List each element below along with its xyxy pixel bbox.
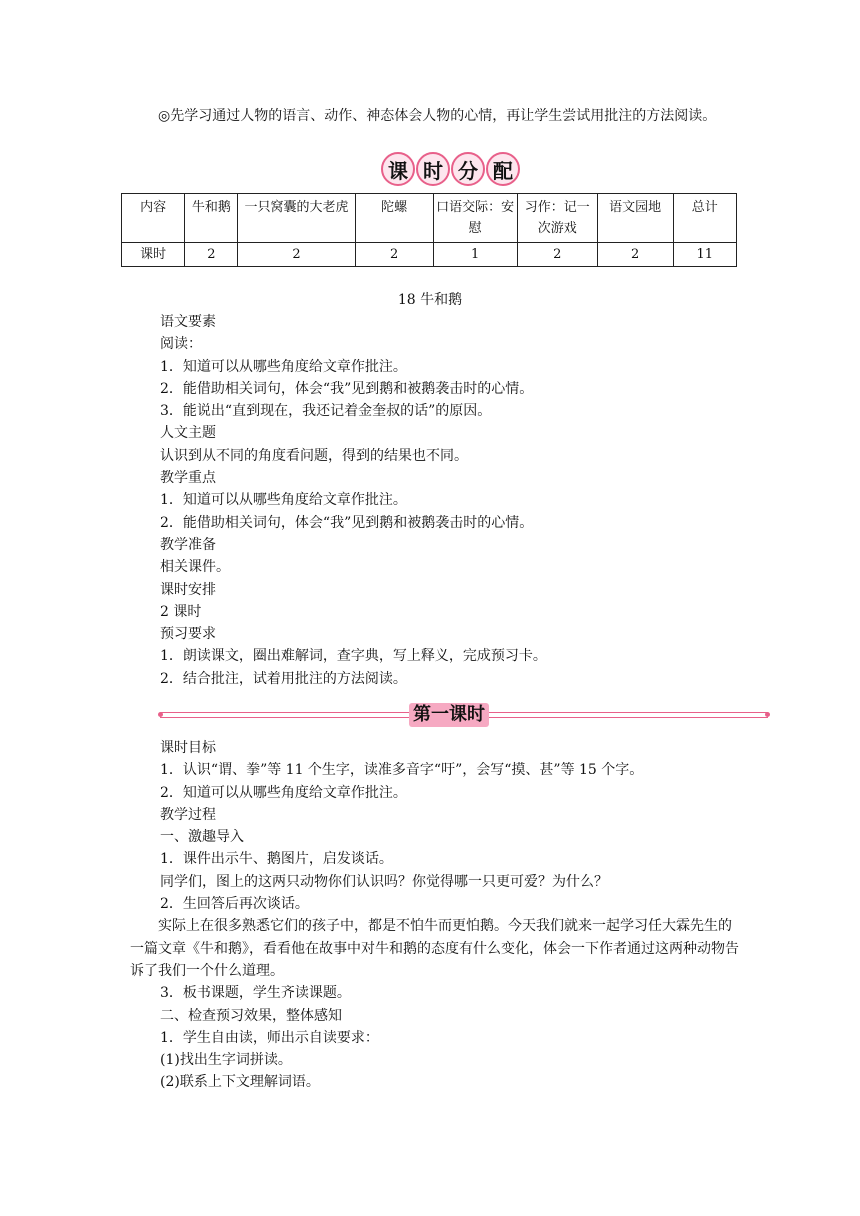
lesson-line: 二、检查预习效果，整体感知 [160,1007,342,1024]
plan-line: 2 课时 [160,603,202,620]
lesson-title: 18 牛和鹅 [397,292,463,308]
lesson-line: 一、激趣导入 [160,829,244,846]
section-title: 第一课时 [409,703,489,727]
table-cell: 陀螺 [355,194,433,243]
table-cell: 口语交际：安慰 [433,194,517,243]
table-cell: 2 [238,243,355,267]
plan-line: 1．朗读课文，圈出难解词，查字典，写上释义，完成预习卡。 [160,648,547,665]
table-cell: 习作：记一次游戏 [517,194,597,243]
plan-line: 2．能借助相关词句，体会“我”见到鹅和被鹅袭击时的心情。 [160,514,534,531]
lesson-line: 1．课件出示牛、鹅图片，启发谈话。 [160,851,393,868]
intro-story-paragraph: 实际上在很多熟悉它们的孩子中，都是不怕牛而更怕鹅。今天我们就来一起学习任大霖先生的一篇文章《牛和鹅》，看看他在故事中对牛和鹅的态度有什么变化，体会一下作者通过这两种动物告诉了我们一个什么道理。 [130,918,739,979]
lesson-line: 2．生回答后再次谈话。 [160,896,309,913]
table-cell: 内容 [122,194,185,243]
plan-line: 人文主题 [160,425,216,442]
table-cell: 语文园地 [597,194,673,243]
table-cell: 课时 [122,243,185,267]
lesson-line: 1．学生自由读，师出示自读要求： [160,1029,379,1046]
plan-line: 2．能借助相关词句，体会“我”见到鹅和被鹅袭击时的心情。 [160,380,534,397]
plan-line: 阅读： [160,336,202,353]
lesson-line: 2．知道可以从哪些角度给文章作批注。 [160,784,407,801]
banner-char: 配 [486,152,520,186]
intro-paragraph: ◎先学习通过人物的语言、动作、神态体会人物的心情，再让学生尝试用批注的方法阅读。 [158,108,717,124]
plan-line: 认识到从不同的角度看问题，得到的结果也不同。 [160,447,468,464]
plan-line: 3．能说出“直到现在，我还记着金奎叔的话”的原因。 [160,403,492,420]
divider-dot-right [765,712,770,717]
lesson-line: 3．板书课题，学生齐读课题。 [160,985,351,1002]
first-lesson-content [130,737,740,1094]
plan-line: 教学准备 [160,536,216,553]
plan-line: 1．知道可以从哪些角度给文章作批注。 [160,358,407,375]
plan-line: 预习要求 [160,626,216,643]
lesson-allocation-table [121,193,737,267]
banner-char: 时 [416,152,450,186]
lesson-allocation-banner [381,152,521,186]
plan-line: 语文要素 [160,314,216,330]
banner-char: 分 [451,152,485,186]
table-cell: 11 [673,243,736,267]
lesson-line: (2)联系上下文理解词语。 [160,1074,320,1091]
lesson-line: 课时目标 [160,740,216,756]
plan-line: 课时安排 [160,581,216,598]
divider-dot-left [158,712,163,717]
table-cell: 2 [185,243,238,267]
lesson-line: (1)找出生字词拼读。 [160,1052,292,1069]
plan-line: 2．结合批注，试着用批注的方法阅读。 [160,670,407,687]
table-row [122,243,737,267]
table-cell: 牛和鹅 [185,194,238,243]
table-cell: 1 [433,243,517,267]
table-cell: 总计 [673,194,736,243]
table-cell: 一只窝囊的大老虎 [238,194,355,243]
table-cell: 2 [355,243,433,267]
lesson-line: 教学过程 [160,806,216,823]
section-divider [160,703,768,727]
plan-line: 教学重点 [160,470,216,487]
plan-line: 相关课件。 [160,559,230,576]
lesson-line: 同学们，图上的这两只动物你们认识吗？你觉得哪一只更可爱？为什么？ [160,873,608,890]
table-cell: 2 [597,243,673,267]
lesson-line: 1．认识“谓、拳”等 11 个生字，读准多音字“吁”，会写“摸、甚”等 15 个字。 [160,762,644,779]
table-cell: 2 [517,243,597,267]
teaching-plan [130,311,740,690]
plan-line: 1．知道可以从哪些角度给文章作批注。 [160,492,407,509]
table-header-row [122,194,737,243]
banner-char: 课 [381,152,415,186]
